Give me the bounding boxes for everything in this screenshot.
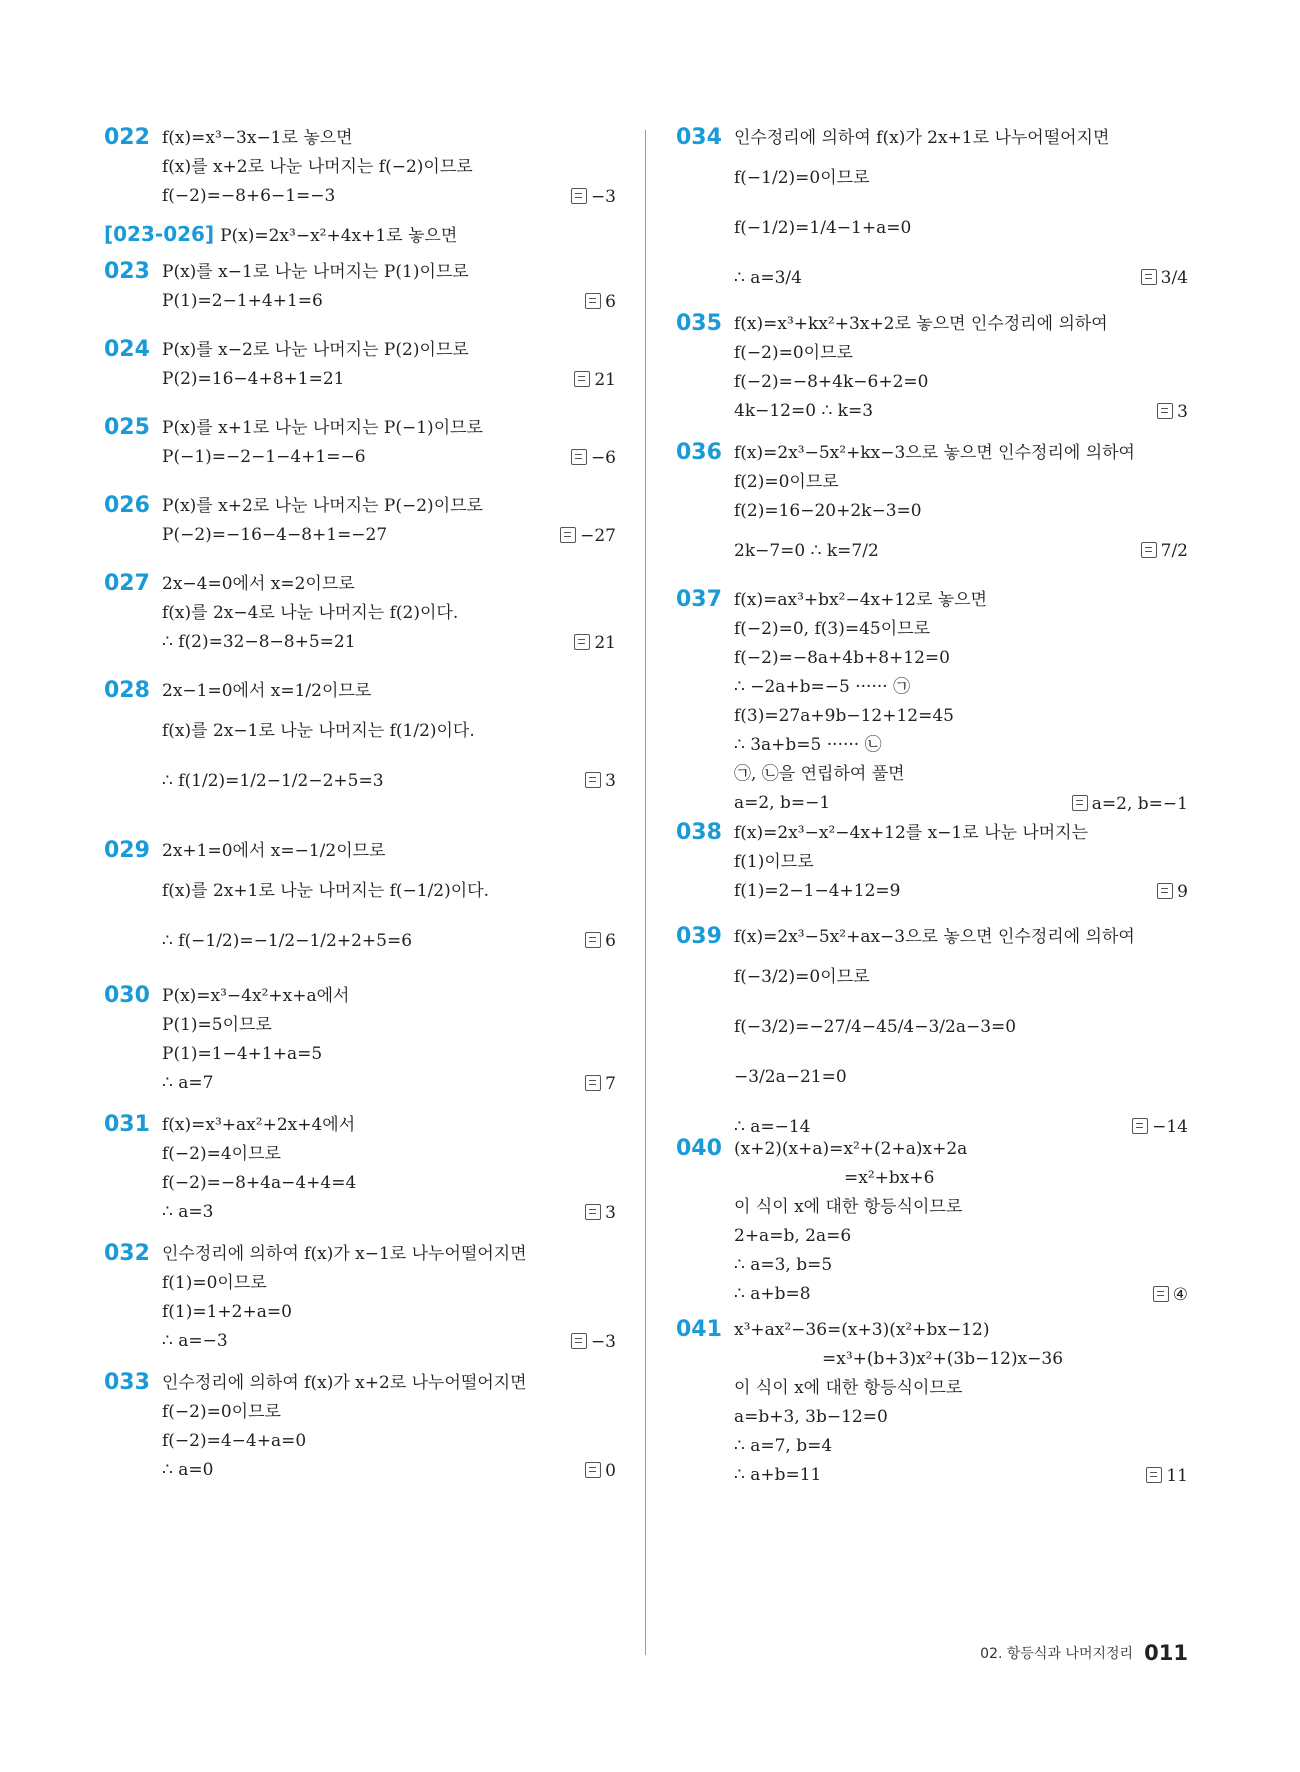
solution-lines <box>162 414 616 472</box>
answer-value: 11 <box>1166 1465 1188 1486</box>
answer <box>1146 1462 1188 1490</box>
solution-line: f(−2)=4−4+a=0 <box>162 1431 307 1451</box>
solution-line: 2k−7=0 ∴ k=7/2 <box>734 541 879 561</box>
answer-value: 3 <box>605 1202 616 1223</box>
solution-line: f(x)를 2x+1로 나눈 나머지는 f(−1/2)이다. <box>162 881 490 901</box>
answer <box>585 927 616 955</box>
answer-icon <box>571 449 587 465</box>
solution-line: 2+a=b, 2a=6 <box>734 1226 852 1246</box>
problem-range-header <box>104 220 457 250</box>
solution-line: 2x−1=0에서 x=1/2이므로 <box>162 681 372 701</box>
answer <box>1157 398 1188 426</box>
answer-value: −3 <box>590 1331 616 1352</box>
solution-lines <box>734 586 1188 818</box>
problem-number: 039 <box>676 924 722 949</box>
solution-line: f(1)=2−1−4+12=9 <box>734 881 901 901</box>
answer-icon <box>571 1333 587 1349</box>
solution-line: ∴ f(−1/2)=−1/2−1/2+2+5=6 <box>162 931 413 951</box>
problem-number: 035 <box>676 311 722 336</box>
answer <box>585 288 616 316</box>
answer-value: 21 <box>594 369 616 390</box>
answer-value: −6 <box>590 447 616 468</box>
problem-number: 023 <box>104 259 150 284</box>
problem-number: 032 <box>104 1241 150 1266</box>
answer-icon <box>1072 795 1088 811</box>
solution-line: x³+ax²−36=(x+3)(x²+bx−12) <box>734 1320 990 1340</box>
answer-icon <box>1146 1467 1162 1483</box>
answer-icon <box>585 293 601 309</box>
solution-line: ∴ a=−3 <box>162 1331 228 1351</box>
problem-number: 037 <box>676 587 722 612</box>
solution-line: f(3)=27a+9b−12+12=45 <box>734 706 954 726</box>
answer-value: 0 <box>605 1460 616 1481</box>
answer <box>1072 790 1188 818</box>
answer <box>585 1457 616 1485</box>
solution-line: P(−1)=−2−1−4+1=−6 <box>162 447 366 467</box>
solution-line: f(x)=2x³−5x²+ax−3으로 놓으면 인수정리에 의하여 <box>734 927 1135 947</box>
page-footer <box>980 1641 1188 1665</box>
solution-line: f(x)=2x³−x²−4x+12를 x−1로 나눈 나머지는 <box>734 823 1089 843</box>
solution-line: 4k−12=0 ∴ k=3 <box>734 401 874 421</box>
answer <box>571 183 616 211</box>
answer <box>571 444 616 472</box>
answer-value: ④ <box>1172 1284 1188 1305</box>
answer-value: −27 <box>580 525 616 546</box>
solution-line: a=2, b=−1 <box>734 793 831 813</box>
problem-number: 034 <box>676 125 722 150</box>
solution-line: f(−2)=−8+4k−6+2=0 <box>734 372 929 392</box>
answer-value: 6 <box>605 931 616 951</box>
answer-icon <box>1157 403 1173 419</box>
answer-value: 21 <box>594 632 616 653</box>
answer <box>1141 264 1188 292</box>
answer-icon <box>574 634 590 650</box>
answer-icon <box>574 371 590 387</box>
problem-number: 041 <box>676 1317 722 1342</box>
answer-value: 6 <box>605 291 616 312</box>
solution-line: f(x)=2x³−5x²+kx−3으로 놓으면 인수정리에 의하여 <box>734 443 1135 463</box>
solution-line: f(−1/2)=0이므로 <box>734 168 870 188</box>
answer <box>1153 1281 1188 1309</box>
solution-line: =x²+bx+6 <box>844 1168 935 1188</box>
answer-value: −3 <box>590 186 616 207</box>
solution-line: 인수정리에 의하여 f(x)가 x+2로 나누어떨어지면 <box>162 1373 527 1393</box>
solution-lines <box>734 1316 1188 1490</box>
solution-lines <box>162 492 616 550</box>
problem-number: 027 <box>104 571 150 596</box>
solution-line: 인수정리에 의하여 f(x)가 x−1로 나누어떨어지면 <box>162 1244 527 1264</box>
solution-lines <box>162 570 616 657</box>
chapter-title: 02. 항등식과 나머지정리 <box>980 1646 1134 1662</box>
solution-line: f(x)=x³+kx²+3x+2로 놓으면 인수정리에 의하여 <box>734 314 1108 334</box>
solution-line: a=b+3, 3b−12=0 <box>734 1407 888 1427</box>
solution-line: P(x)를 x+1로 나눈 나머지는 P(−1)이므로 <box>162 418 483 438</box>
answer-icon <box>585 772 601 788</box>
answer-value: 7 <box>605 1073 616 1094</box>
answer <box>585 1199 616 1227</box>
column-divider <box>645 130 646 1655</box>
answer <box>585 767 616 795</box>
answer-icon <box>585 1462 601 1478</box>
answer-icon <box>1153 1286 1169 1302</box>
problem-number: 030 <box>104 983 150 1008</box>
solution-line: ∴ f(1/2)=1/2−1/2−2+5=3 <box>162 771 384 791</box>
answer-icon <box>585 1204 601 1220</box>
solution-line: P(x)를 x−2로 나눈 나머지는 P(2)이므로 <box>162 340 469 360</box>
solution-line: 2x+1=0에서 x=−1/2이므로 <box>162 841 386 861</box>
solution-lines <box>734 819 1188 906</box>
solution-line: f(−2)=−8+6−1=−3 <box>162 186 336 206</box>
solution-line: f(−2)=0이므로 <box>162 1402 281 1422</box>
answer-icon <box>1141 542 1157 558</box>
solution-line: f(2)=0이므로 <box>734 472 839 492</box>
solution-line: P(x)=x³−4x²+x+a에서 <box>162 986 350 1006</box>
page-number: 011 <box>1144 1641 1188 1665</box>
solution-line: ∴ a+b=11 <box>734 1465 822 1485</box>
solution-line: ∴ f(2)=32−8−8+5=21 <box>162 632 356 652</box>
solution-lines <box>162 677 616 806</box>
solution-line: ㉠, ㉡을 연립하여 풀면 <box>734 764 905 784</box>
solution-line: ∴ a=0 <box>162 1460 214 1480</box>
problem-number: 040 <box>676 1136 722 1161</box>
problem-number: 036 <box>676 440 722 465</box>
solution-line: f(−2)=0, f(3)=45이므로 <box>734 619 930 639</box>
solution-line: ∴ a=3, b=5 <box>734 1255 833 1275</box>
solution-line: ∴ a=3/4 <box>734 268 802 288</box>
solution-line: 이 식이 x에 대한 항등식이므로 <box>734 1378 963 1398</box>
solution-lines <box>162 982 616 1098</box>
solution-line: ∴ a=7 <box>162 1073 214 1093</box>
answer-value: 3/4 <box>1160 268 1188 288</box>
solution-line: f(−2)=0이므로 <box>734 343 853 363</box>
problem-range-text: P(x)=2x³−x²+4x+1로 놓으면 <box>220 226 458 246</box>
answer <box>574 629 616 657</box>
solution-lines <box>162 124 616 211</box>
solution-line: f(−2)=−8a+4b+8+12=0 <box>734 648 950 668</box>
solution-line: ∴ a=−14 <box>734 1117 811 1137</box>
solution-line: f(2)=16−20+2k−3=0 <box>734 501 922 521</box>
solution-line: f(x)=x³+ax²+2x+4에서 <box>162 1115 356 1135</box>
solution-line: f(−3/2)=0이므로 <box>734 967 870 987</box>
solution-line: f(1)이므로 <box>734 852 814 872</box>
answer <box>571 1328 616 1356</box>
solution-line: f(x)=x³−3x−1로 놓으면 <box>162 128 353 148</box>
solution-lines <box>734 310 1188 426</box>
solution-line: (x+2)(x+a)=x²+(2+a)x+2a <box>734 1139 968 1159</box>
solution-lines <box>734 1135 1188 1309</box>
answer-value: 3 <box>605 771 616 791</box>
problem-number: 031 <box>104 1112 150 1137</box>
problem-number: 029 <box>104 838 150 863</box>
solution-line: 이 식이 x에 대한 항등식이므로 <box>734 1197 963 1217</box>
answer-value: a=2, b=−1 <box>1091 793 1188 814</box>
answer-value: 3 <box>1177 401 1188 422</box>
answer-icon <box>585 1075 601 1091</box>
solution-line: f(−2)=−8+4a−4+4=4 <box>162 1173 357 1193</box>
answer <box>574 366 616 394</box>
solution-line: f(−2)=4이므로 <box>162 1144 281 1164</box>
solution-line: ∴ a=7, b=4 <box>734 1436 833 1456</box>
problem-number: 026 <box>104 493 150 518</box>
answer-value: 7/2 <box>1160 541 1188 561</box>
solution-line: f(−3/2)=−27/4−45/4−3/2a−3=0 <box>734 1017 1017 1037</box>
solution-line: P(x)를 x−1로 나눈 나머지는 P(1)이므로 <box>162 262 469 282</box>
solution-line: f(−1/2)=1/4−1+a=0 <box>734 218 912 238</box>
solution-lines <box>734 439 1188 576</box>
solution-line: P(1)=5이므로 <box>162 1015 272 1035</box>
answer-icon <box>585 932 601 948</box>
solution-line: 인수정리에 의하여 f(x)가 2x+1로 나누어떨어지면 <box>734 128 1110 148</box>
solution-line: f(x)=ax³+bx²−4x+12로 놓으면 <box>734 590 988 610</box>
answer <box>1141 537 1188 565</box>
solution-lines <box>734 124 1188 303</box>
solution-line: f(1)=1+2+a=0 <box>162 1302 292 1322</box>
answer-value: −14 <box>1152 1117 1188 1137</box>
problem-number: 022 <box>104 125 150 150</box>
solution-lines <box>162 1111 616 1227</box>
solution-line: ∴ a+b=8 <box>734 1284 811 1304</box>
solution-line: P(1)=1−4+1+a=5 <box>162 1044 323 1064</box>
answer <box>1157 878 1188 906</box>
solution-line: P(−2)=−16−4−8+1=−27 <box>162 525 388 545</box>
solution-lines <box>734 923 1188 1152</box>
problem-range-label: [023-026] <box>104 222 215 246</box>
problem-number: 033 <box>104 1370 150 1395</box>
solution-lines <box>162 1369 616 1485</box>
solution-line: ∴ −2a+b=−5 ······ ㉠ <box>734 677 911 697</box>
answer-icon <box>1157 883 1173 899</box>
solution-line: P(1)=2−1+4+1=6 <box>162 291 323 311</box>
answer-icon <box>1132 1118 1148 1134</box>
solution-line: ∴ 3a+b=5 ······ ㉡ <box>734 735 882 755</box>
solution-line: f(1)=0이므로 <box>162 1273 267 1293</box>
solution-lines <box>162 258 616 316</box>
solution-line: P(2)=16−4+8+1=21 <box>162 369 345 389</box>
answer-icon <box>560 527 576 543</box>
solution-line: 2x−4=0에서 x=2이므로 <box>162 574 355 594</box>
solution-line: −3/2a−21=0 <box>734 1067 847 1087</box>
answer-icon <box>571 188 587 204</box>
solution-line: f(x)를 x+2로 나눈 나머지는 f(−2)이므로 <box>162 157 473 177</box>
solution-line: ∴ a=3 <box>162 1202 214 1222</box>
solution-line: f(x)를 2x−1로 나눈 나머지는 f(1/2)이다. <box>162 721 475 741</box>
solution-line: f(x)를 2x−4로 나눈 나머지는 f(2)이다. <box>162 603 459 623</box>
solution-line: =x³+(b+3)x²+(3b−12)x−36 <box>822 1349 1064 1369</box>
solution-line: P(x)를 x+2로 나눈 나머지는 P(−2)이므로 <box>162 496 483 516</box>
solution-lines <box>162 336 616 394</box>
answer <box>560 522 616 550</box>
problem-number: 028 <box>104 678 150 703</box>
answer-icon <box>1141 269 1157 285</box>
problem-number: 038 <box>676 820 722 845</box>
problem-number: 025 <box>104 415 150 440</box>
problem-number: 024 <box>104 337 150 362</box>
answer <box>585 1070 616 1098</box>
answer-value: 9 <box>1177 881 1188 902</box>
solution-lines <box>162 837 616 966</box>
solution-lines <box>162 1240 616 1356</box>
